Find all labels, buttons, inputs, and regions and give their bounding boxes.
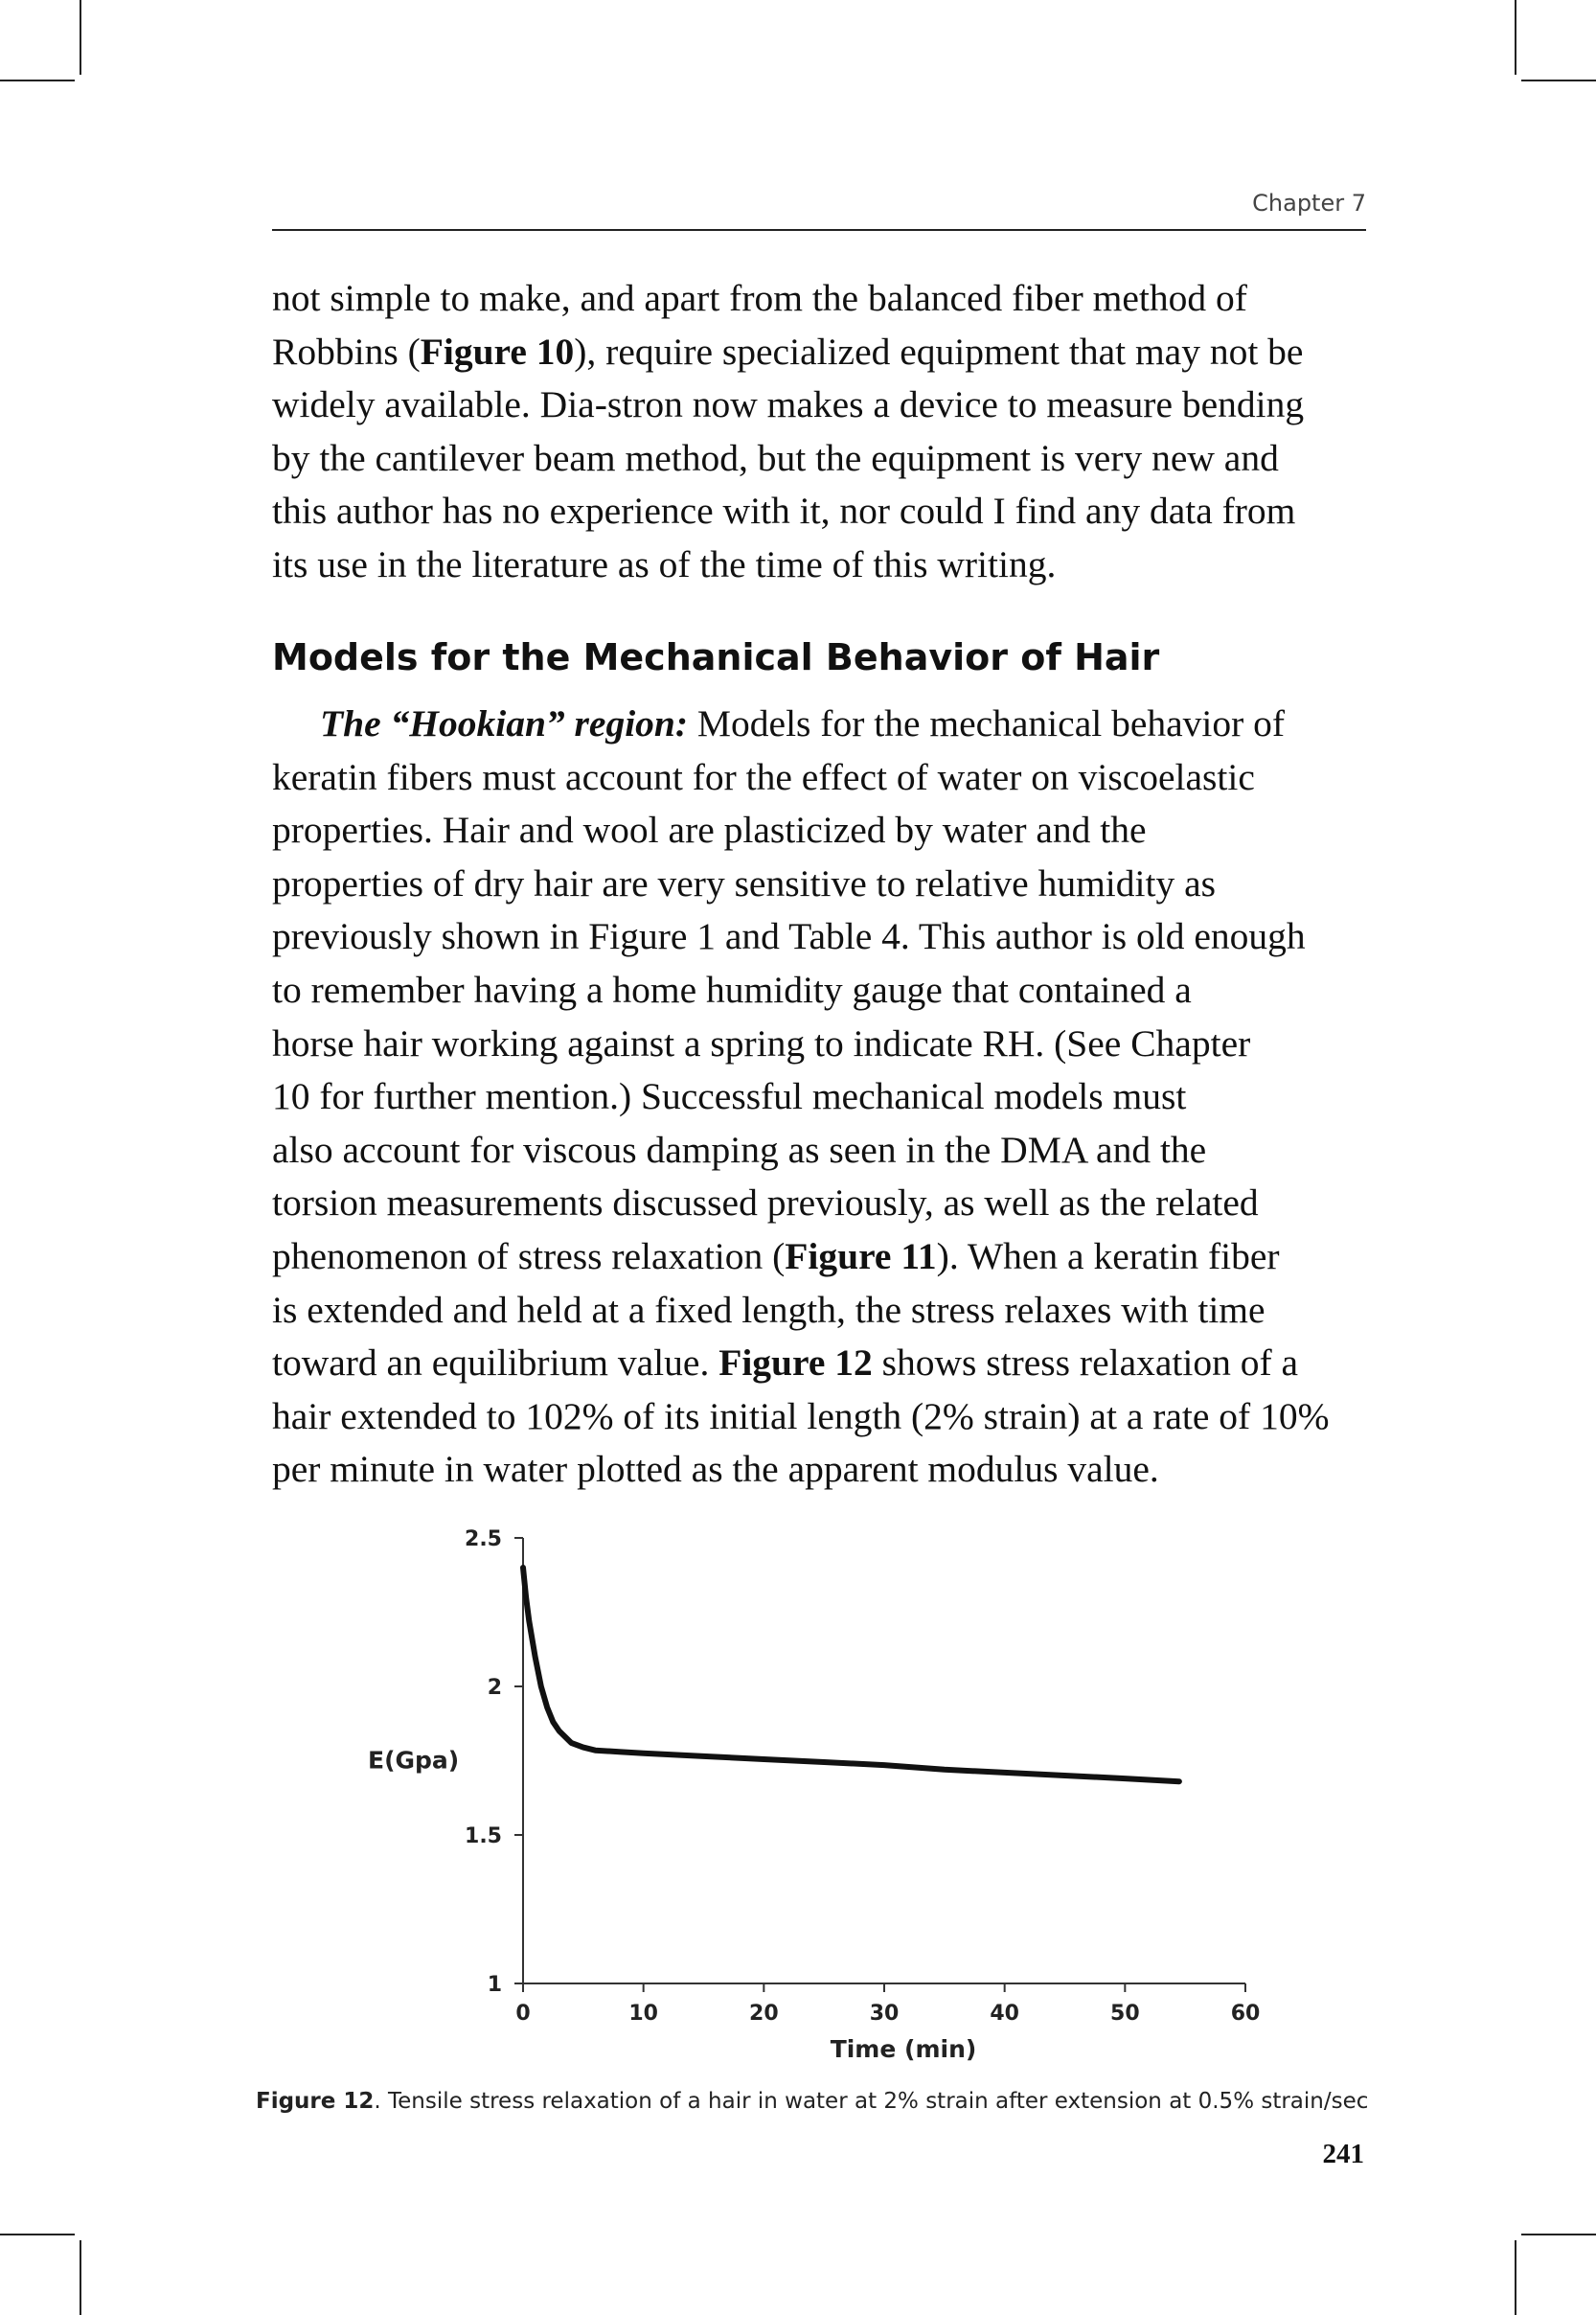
text-run: also account for viscous damping as seen in the DMA and the (272, 1128, 1207, 1171)
x-tick-label: 10 (628, 2002, 658, 2026)
x-tick-label: 50 (1110, 2002, 1140, 2026)
crop-mark (0, 80, 75, 81)
text-line (272, 272, 1402, 326)
text-line (272, 1337, 1402, 1390)
text-line (272, 1070, 1402, 1124)
text-line (272, 539, 1402, 592)
x-axis-title: Time (min) (830, 2035, 977, 2063)
crop-mark (1515, 0, 1516, 75)
text-line (272, 432, 1402, 486)
text-run: ). When a keratin fiber (936, 1234, 1280, 1277)
text-line (272, 804, 1402, 858)
text-run: Robbins ( (272, 330, 421, 373)
text-line (272, 1018, 1402, 1071)
series-line (523, 1568, 1179, 1781)
text-run: ), require specialized equipment that may not be (574, 330, 1304, 373)
text-line (272, 1177, 1402, 1230)
text-run: properties. Hair and wool are plasticized by water and the (272, 809, 1147, 852)
text-run: 10 for further mention.) Successful mechanical models must (272, 1075, 1187, 1118)
y-axis-title: E(Gpa) (368, 1746, 460, 1775)
text-run: torsion measurements discussed previously, as well as the related (272, 1181, 1259, 1225)
text-line (272, 378, 1402, 432)
y-tick-label: 2.5 (465, 1527, 502, 1551)
text-line (272, 751, 1402, 805)
y-tick-label: 2 (487, 1676, 502, 1700)
text-run: Models for the mechanical behavior of (688, 702, 1286, 745)
crop-mark (1521, 80, 1596, 81)
text-line (272, 964, 1402, 1018)
x-tick-label: 30 (869, 2002, 900, 2026)
text-line (272, 1284, 1402, 1338)
text-line (272, 698, 1402, 751)
text-line (272, 1230, 1402, 1284)
paragraph-hookian (272, 698, 1402, 1497)
text-run: phenomenon of stress relaxation ( (272, 1234, 786, 1277)
text-run: to remember having a home humidity gauge that contained a (272, 968, 1192, 1011)
paragraph-intro (272, 272, 1402, 592)
text-run: previously shown in Figure 1 and Table 4. This author is old enough (272, 915, 1306, 958)
chart-svg (354, 1514, 1274, 2089)
x-tick-label: 40 (990, 2002, 1019, 2026)
text-run: horse hair working against a spring to indicate RH. (See Chapter (272, 1021, 1251, 1065)
run-in-heading: The “Hookian” region: (320, 702, 689, 745)
x-tick-label: 20 (749, 2002, 779, 2026)
text-run: this author has no experience with it, nor could I find any data from (272, 490, 1296, 533)
crop-mark (0, 2234, 75, 2235)
page-number: 241 (1322, 2139, 1364, 2169)
text-line (272, 910, 1402, 964)
figure-reference: Figure 10 (420, 330, 575, 373)
text-line (272, 1390, 1402, 1444)
crop-mark (80, 2240, 81, 2315)
crop-mark (80, 0, 81, 75)
text-line (272, 1443, 1402, 1497)
x-tick-label: 60 (1230, 2002, 1261, 2026)
x-tick-label: 0 (515, 2002, 531, 2026)
text-line (272, 485, 1402, 539)
text-line (272, 1124, 1402, 1178)
text-run: is extended and held at a fixed length, the stress relaxes with time (272, 1288, 1265, 1331)
text-run: hair extended to 102% of its initial length (2% strain) at a rate of 10% (272, 1394, 1330, 1437)
text-run: toward an equilibrium value. (272, 1341, 719, 1385)
figure-reference: Figure 12 (718, 1341, 873, 1385)
text-run: by the cantilever beam method, but the equipment is very new and (272, 436, 1279, 479)
figure-12-chart (354, 1514, 1274, 2089)
figure-reference: Figure 11 (785, 1234, 937, 1277)
caption-text: . Tensile stress relaxation of a hair in water at 2% strain after extension at 0.5% strain/sec (374, 2089, 1369, 2114)
text-run: properties of dry hair are very sensitive to relative humidity as (272, 861, 1216, 905)
text-run: per minute in water plotted as the apparent modulus value. (272, 1448, 1159, 1491)
text-run: shows stress relaxation of a (872, 1341, 1299, 1385)
text-line (272, 326, 1402, 379)
crop-mark (1515, 2240, 1516, 2315)
crop-mark (1521, 2234, 1596, 2235)
text-line (272, 858, 1402, 911)
caption-label: Figure 12 (256, 2089, 375, 2114)
y-tick-label: 1.5 (465, 1824, 502, 1848)
header-rule (272, 229, 1366, 231)
text-run: not simple to make, and apart from the balanced fiber method of (272, 277, 1247, 319)
y-tick-label: 1 (487, 1973, 502, 1997)
text-run: keratin fibers must account for the effect of water on viscoelastic (272, 755, 1255, 798)
text-run: its use in the literature as of the time of this writing. (272, 542, 1057, 585)
text-run: widely available. Dia-stron now makes a device to measure bending (272, 383, 1305, 426)
running-head: Chapter 7 (1252, 190, 1366, 217)
figure-caption (256, 2089, 1368, 2114)
section-heading: Models for the Mechanical Behavior of Hair (272, 636, 1160, 678)
